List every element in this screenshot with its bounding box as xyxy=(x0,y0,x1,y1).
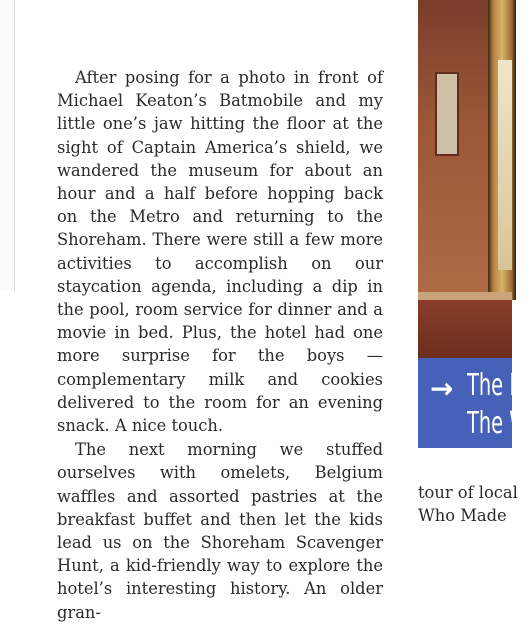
right-column-text xyxy=(418,481,518,527)
article-column xyxy=(57,66,383,624)
caption-box xyxy=(418,358,529,448)
photo-wall-frame xyxy=(435,72,459,156)
caption-line-2: The W xyxy=(467,406,529,441)
article-paragraph-1: After posing for a photo in front of Michael Keaton’s Batmobile and my little one’s jaw hitting the floor at the sight of Captain America’s shield, we wandered the museum for about an hour and a half before hopping back on the Metro and returning to the Shoreham. There were still a few more activities to accomplish on our staycation agenda, including a dip in the pool, room service for dinner and a movie in bed. Plus, the hotel had one more surprise for the boys — complementary milk and cookies delivered to the room for an evening snack. A nice touch. xyxy=(57,68,383,436)
photo-skirting xyxy=(418,292,512,300)
photo-floor xyxy=(418,300,512,358)
previous-page-edge xyxy=(0,0,15,291)
arrow-right-icon: → xyxy=(430,372,454,405)
article-paragraph-2: The next morning we stuffed ourselves with omelets, Belgium waffles and assorted pastries at the breakfast buffet and then let the kids lead us on the Shoreham Scavenger Hunt, a kid-friendly way to explore the hotel’s interesting history. An older gran- xyxy=(57,440,383,622)
caption-line-1: The H xyxy=(467,368,524,403)
photo-display-case-glass xyxy=(498,60,512,270)
right-column-line-1: tour of local xyxy=(418,483,518,502)
right-column-line-2: Who Made xyxy=(418,506,507,526)
museum-photo xyxy=(418,0,512,358)
